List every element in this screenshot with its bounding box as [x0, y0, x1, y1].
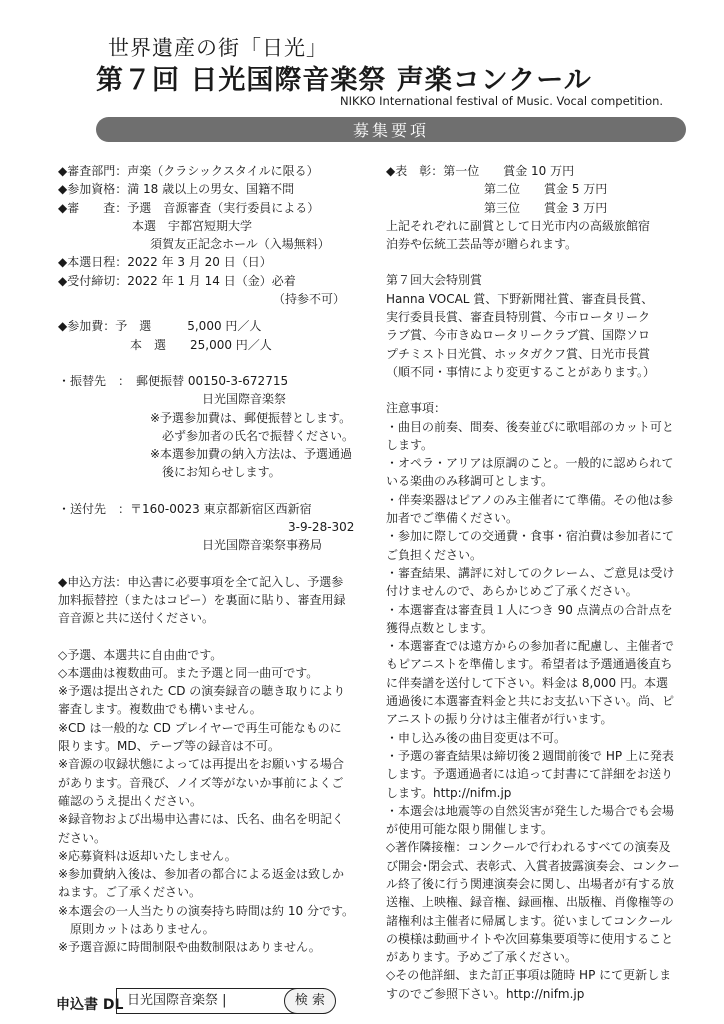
text-line: 付けませんので、あらかじめご了承ください。 — [386, 584, 638, 599]
text-line: 須賀友正記念ホール（入場無料） — [150, 237, 330, 252]
text-line: ◇予選、本選共に自由曲です。 — [58, 647, 223, 662]
text-line: ねます。ご了承ください。 — [58, 885, 202, 900]
text-line: 獲得点数とします。 — [386, 620, 494, 635]
text-line: ・本選会は地震等の自然災害が発生した場合でも会場 — [386, 803, 675, 818]
download-label: 申込書 DL — [56, 997, 124, 1013]
text-line: 音音源と共に送付ください。 — [58, 611, 215, 626]
page-title: 第７回 日光国際音楽祭 声楽コンクール — [96, 65, 592, 96]
text-line: が使用可能な限り開催します。 — [386, 822, 554, 837]
text-line: 第三位 賞金 3 万円 — [484, 200, 608, 215]
text-line: 通過後に本選審査料金と共にお支払い下さい。尚、ピ — [386, 694, 675, 709]
text-line: 必ず参加者の氏名で振替ください。 — [162, 428, 355, 443]
text-line: ・参加に際しての交通費・食事・宿泊費は参加者にて — [386, 529, 675, 544]
text-line: 第二位 賞金 5 万円 — [484, 182, 608, 197]
text-line: 日光国際音楽祭事務局 — [202, 538, 323, 553]
text-line: （持参不可） — [273, 292, 346, 307]
text-line: すのでご参照下さい。http://nifm.jp — [386, 986, 585, 1001]
text-line: します。http://nifm.jp — [386, 785, 512, 800]
english-title: NIKKO International festival of Music. Vocal competition. — [340, 94, 664, 108]
text-line: ※本選会の一人当たりの演奏持ち時間は約 10 分です。 — [58, 903, 354, 918]
text-line: いる楽曲のみ移調可とします。 — [386, 474, 554, 489]
search-button[interactable] — [284, 988, 336, 1014]
text-line: ・審査結果、講評に対してのクレーム、ご意見は受け — [386, 565, 675, 580]
text-line: 確認のうえ提出ください。 — [58, 793, 203, 808]
text-line: 日光国際音楽祭 — [202, 392, 287, 407]
text-line: ※応募資料は返却いたしません。 — [58, 848, 237, 863]
text-line: ・申し込み後の曲目変更は不可。 — [386, 730, 567, 745]
text-line: Hanna VOCAL 賞、下野新聞社賞、審査員長賞、 — [386, 291, 654, 306]
text-line: ・送付先 ：〒160-0023 東京都新宿区西新宿 — [58, 501, 312, 516]
text-line: ・伴奏楽器はピアノのみ主催者にて準備。その他は参 — [386, 492, 674, 507]
text-line: ◆表 彰：第一位 賞金 10 万円 — [386, 164, 575, 178]
text-line: ◇その他詳細、また訂正事項は随時 HP にて更新しま — [386, 968, 672, 983]
text-line: 審査します。複数曲でも構いません。 — [58, 702, 262, 717]
left-column — [58, 162, 370, 957]
text-line: ・振替先 ： 郵便振替 00150-3-672715 — [58, 373, 289, 388]
text-line: 加料振替控（またはコピー）を裏面に貼り、審査用録 — [58, 592, 346, 607]
text-line: ◆審 査：予選 音源審査（実行委員による） — [58, 200, 320, 215]
text-line: ※参加費納入後は、参加者の都合による返金は致しか — [58, 867, 345, 882]
text-line: 加者でご準備ください。 — [386, 511, 519, 526]
search-button-label: 検 索 — [294, 993, 326, 1008]
text-line: プチミスト日光賞、ホッタガクフ賞、日光市長賞 — [386, 346, 651, 361]
text-line: ・予選の審査結果は締切後２週間前後で HP 上に発表 — [386, 748, 674, 763]
text-line: ル終了後に行う関連演奏会に関し、出場者が有する放 — [386, 876, 675, 891]
text-line: があります。音飛び、ノイズ等がないか事前によくご — [58, 775, 344, 790]
text-line: ・曲目の前奏、間奏、後奏並びに歌唱部のカット可と — [386, 419, 674, 434]
text-line: ◆受付締切：2022 年 1 月 14 日（金）必着 — [58, 273, 296, 288]
text-line: 後にお知らせします。 — [162, 465, 281, 480]
text-line: ◇著作隣接権：コンクールで行われるすべての演奏及 — [386, 840, 671, 855]
text-line: ・本選審査は審査員１人につき 90 点満点の合計点を — [386, 602, 673, 617]
text-line: ・オペラ・アリアは原調のこと。一般的に認められて — [386, 456, 674, 471]
text-line: があります。予めご了承ください。 — [386, 950, 578, 965]
text-line: ◇本選曲は複数曲可。また予選と同一曲可です。 — [58, 665, 319, 680]
text-line: ※音源の収録状態によっては再提出をお願いする場合 — [58, 757, 345, 772]
text-line: 本 選 25,000 円／人 — [130, 337, 272, 352]
text-line: （順不同・事情により変更することがあります。） — [386, 364, 656, 379]
subtitle: 世界遺産の街「日光」 — [108, 36, 328, 60]
text-line: ◆本選日程：2022 年 3 月 20 日（日） — [58, 255, 272, 270]
search-input[interactable]: 日光国際音楽祭 | — [116, 988, 324, 1014]
special-awards-title: 第７回大会特別賞 — [386, 273, 483, 288]
text-line: 原則カットはありません。 — [58, 921, 215, 936]
text-line: ◆審査部門：声楽（クラシックスタイルに限る） — [58, 164, 319, 178]
text-line: 送権、上映権、録音権、録画権、出版権、肖像権等の — [386, 895, 675, 910]
text-line: ◆申込方法：申込書に必要事項を全て記入し、予選参 — [58, 574, 344, 589]
text-line: ※本選参加費の納入方法は、予選通過 — [150, 447, 353, 462]
text-line: び開会･閉会式、表彰式、入賞者披露演奏会、コンクー — [386, 858, 680, 873]
text-line: 諸権利は主催者に帰属します。従いましてコンクール — [386, 913, 673, 928]
text-line: ・本選審査では遠方からの参加者に配慮し、主催者で — [386, 639, 675, 654]
download-bar — [56, 986, 356, 1016]
text-line: ※録音物および出場申込書には、氏名、曲名を明記く — [58, 812, 345, 827]
text-line: ※予選音源に時間制限や曲数制限はありません。 — [58, 940, 321, 955]
text-line: します。予選通過者には追って封書にて詳細をお送り — [386, 767, 674, 782]
text-line: ※CD は一般的な CD プレイヤーで再生可能なものに — [58, 720, 342, 735]
right-column — [386, 162, 696, 1003]
text-line: ラブ賞、今市きぬロータリークラブ賞、国際ソロ — [386, 328, 651, 343]
text-line: ◆参加資格：満 18 歳以上の男女、国籍不問 — [58, 182, 295, 197]
text-line: ご負担ください。 — [386, 547, 483, 562]
text-line: アニストの振り分けは主催者が行います。 — [386, 712, 613, 727]
text-line: 上記それぞれに副賞として日光市内の高級旅館宿 — [386, 218, 651, 233]
text-line: 実行委員長賞、審査員特別賞、今市ロータリーク — [386, 310, 651, 325]
text-line: ※予選参加費は、郵便振替とします。 — [150, 410, 352, 425]
cautions-title: 注意事項： — [386, 401, 447, 416]
text-line: 3-9-28-302 — [288, 520, 355, 535]
text-line: もピアニストを準備します。希望者は予選通過後直ち — [386, 657, 673, 672]
text-line: ださい。 — [58, 830, 107, 845]
text-line: 本選 宇都宮短期大学 — [132, 218, 253, 233]
text-line: 限ります。MD、テープ等の録音は不可。 — [58, 739, 281, 754]
text-line: の模様は動画サイトや次回募集要項等に使用すること — [386, 931, 674, 946]
text-line: します。 — [386, 437, 434, 452]
section-banner: 募集要項 — [96, 117, 686, 142]
text-line: 泊券や伝統工芸品等が贈られます。 — [386, 237, 578, 252]
text-line: に伴奏譜を送付して下さい。料金は 8,000 円。本選 — [386, 675, 668, 690]
text-line: ※予選は提出された CD の演奏録音の聴き取りにより — [58, 684, 346, 699]
text-line: ◆参加費：予 選 5,000 円／人 — [58, 319, 262, 334]
